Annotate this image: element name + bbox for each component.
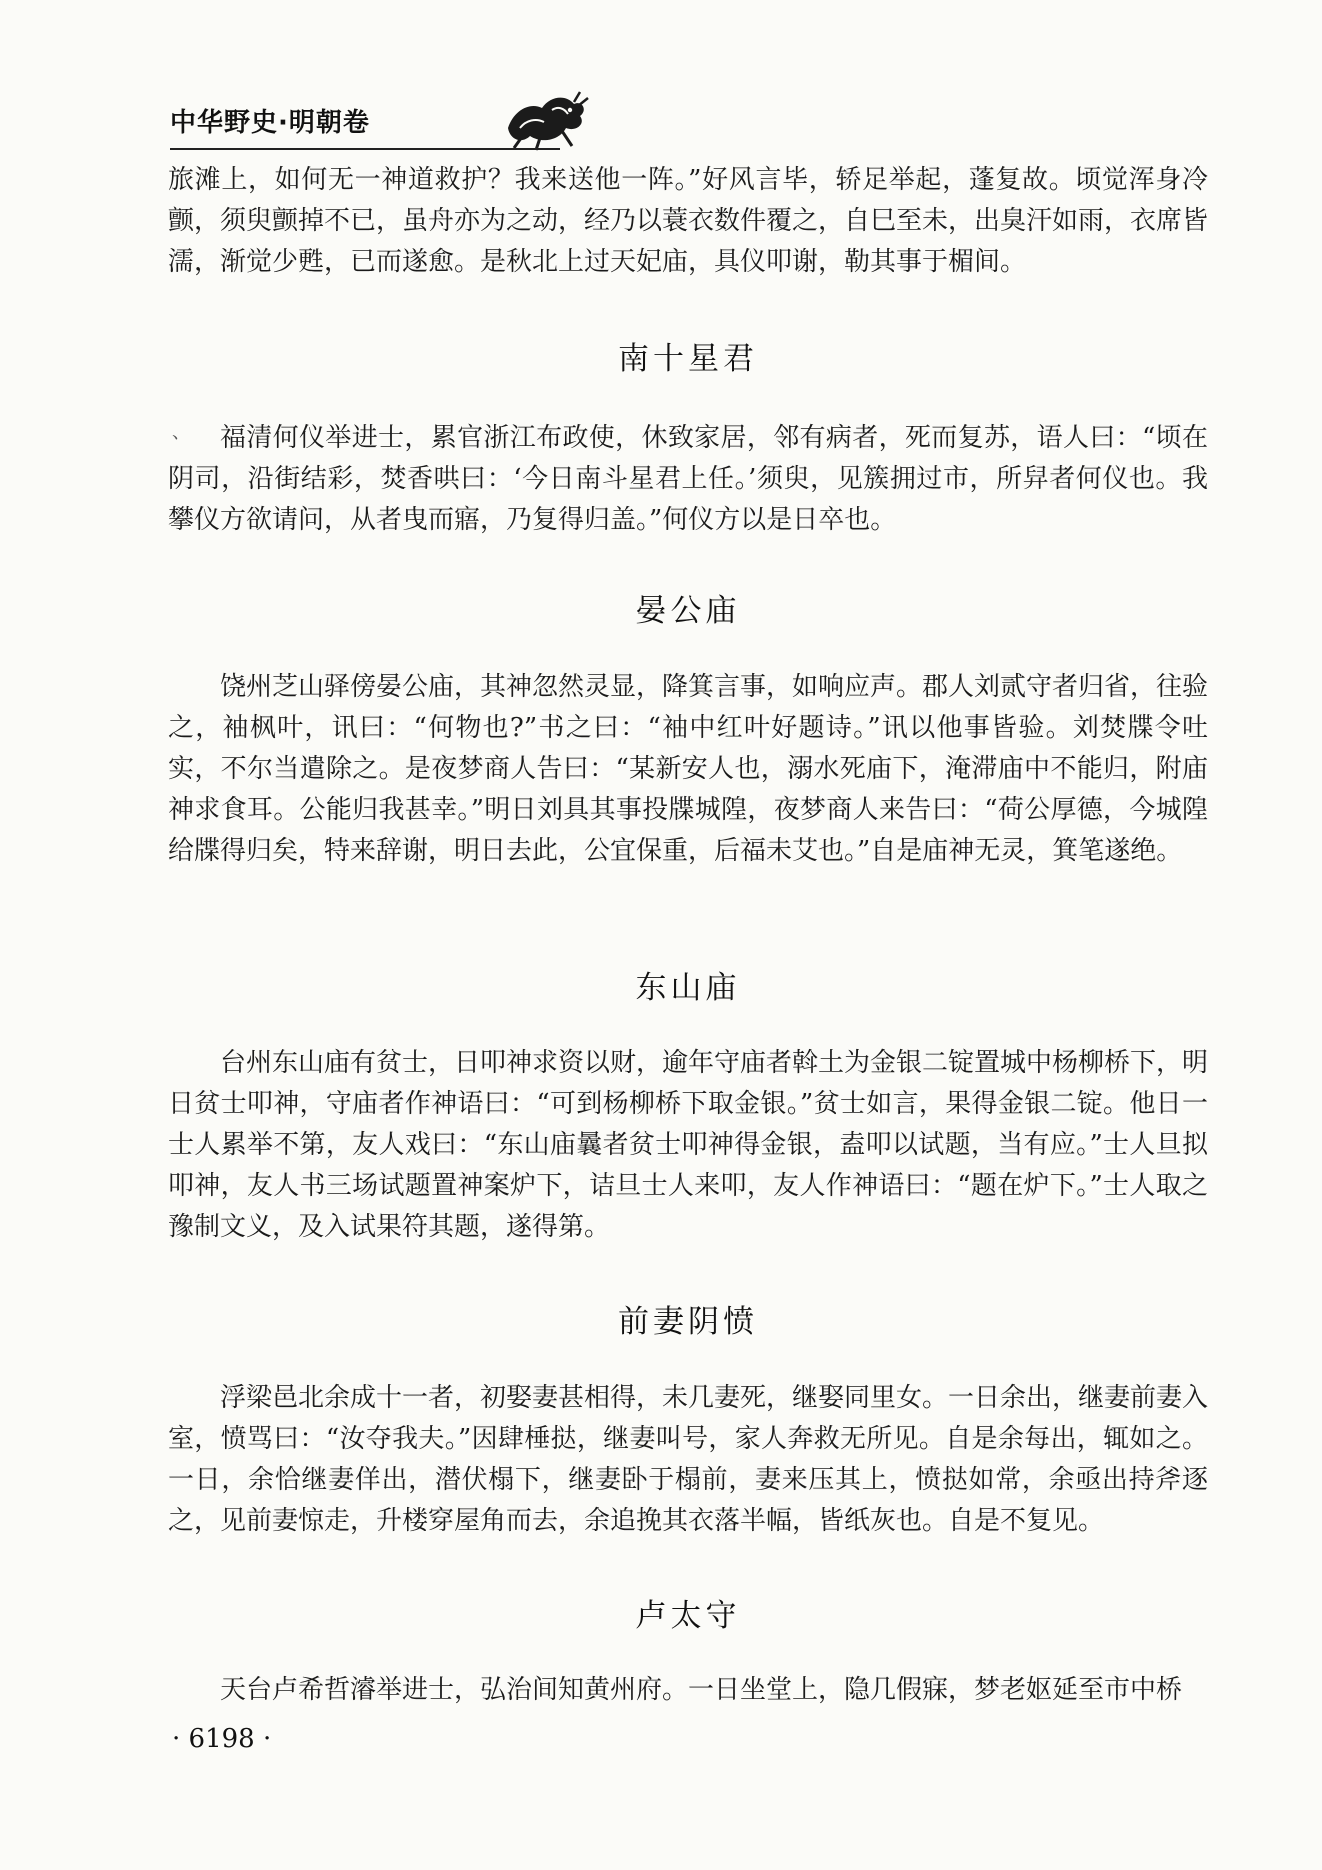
paragraph: 天台卢希哲濬举进士，弘治间知黄州府。一日坐堂上，隐几假寐，梦老妪延至市中桥 [220, 1675, 1183, 1705]
section-body [168, 1043, 1208, 1248]
stray-mark: 、 [172, 422, 190, 443]
paragraph: 旅滩上，如何无一神道救护？我来送他一阵。”好风言毕，轿足举起，蓬复故。顷觉浑身冷颤，须臾颤掉不已，虽舟亦为之动，经乃以蓑衣数件覆之，自巳至未，出臭汗如雨，衣席皆濡，渐觉少甦，已而遂愈。是秋北上过天妃庙，具仪叩谢，勒其事于楣间。 [168, 165, 1209, 277]
paragraph: 饶州芝山驿傍晏公庙，其神忽然灵显，降箕言事，如响应声。郡人刘贰守者归省，往验之，袖枫叶，讯曰：“何物也?”书之曰：“袖中红叶好题诗。”讯以他事皆验。刘焚牒令吐实，不尔当遣除之。是夜梦商人告曰：“某新安人也，溺水死庙下，淹滞庙中不能归，附庙神求食耳。公能归我甚幸。”明日刘具其事投牒城隍，夜梦商人来告曰：“荷公厚德，今城隍给牒得归矣，特来辞谢，明日去此，公宜保重，后福未艾也。”自是庙神无灵，箕笔遂绝。 [168, 672, 1209, 866]
section-heading: 晏公庙 [635, 593, 741, 629]
header-rule [170, 148, 560, 150]
section-heading: 卢太守 [635, 1598, 741, 1634]
continued-text [168, 160, 1208, 283]
section-heading: 南十星君 [618, 341, 758, 377]
section-body [168, 418, 1208, 541]
book-title: 中华野史·明朝卷 [170, 108, 370, 138]
section-body [168, 1378, 1208, 1542]
section-body [168, 667, 1208, 872]
dragon-emblem-icon [500, 88, 590, 152]
section-body [168, 1670, 1208, 1711]
page-number: · 6198 · [172, 1724, 272, 1754]
paragraph: 浮梁邑北余成十一者，初娶妻甚相得，未几妻死，继娶同里女。一日余出，继妻前妻入室，愤骂曰：“汝夺我夫。”因肆棰挞，继妻叫号，家人奔救无所见。自是余每出，辄如之。一日，余恰继妻佯出，潜伏榻下，继妻卧于榻前，妻来压其上，愤挞如常，余亟出持斧逐之，见前妻惊走，升楼穿屋角而去，余追挽其衣落半幅，皆纸灰也。自是不复见。 [168, 1383, 1209, 1536]
running-header [170, 88, 1210, 158]
paragraph: 台州东山庙有贫士，日叩神求资以财，逾年守庙者斡土为金银二锭置城中杨柳桥下，明日贫士叩神，守庙者作神语曰：“可到杨柳桥下取金银。”贫士如言，果得金银二锭。他日一士人累举不第，友人戏曰：“东山庙曩者贫士叩神得金银，盍叩以试题，当有应。”士人旦拟叩神，友人书三场试题置神案炉下，诘旦士人来叩，友人作神语曰：“题在炉下。”士人取之豫制文义，及入试果符其题，遂得第。 [168, 1048, 1209, 1242]
section-heading: 东山庙 [635, 970, 741, 1006]
paragraph: 福清何仪举进士，累官浙江布政使，休致家居，邻有病者，死而复苏，语人曰：“顷在阴司，沿街结彩，焚香哄曰：‘今日南斗星君上任。’须臾，见簇拥过市，所舁者何仪也。我攀仪方欲请问，从者曳而寤，乃复得归盖。”何仪方以是日卒也。 [168, 423, 1208, 535]
section-heading: 前妻阴愤 [618, 1304, 758, 1340]
